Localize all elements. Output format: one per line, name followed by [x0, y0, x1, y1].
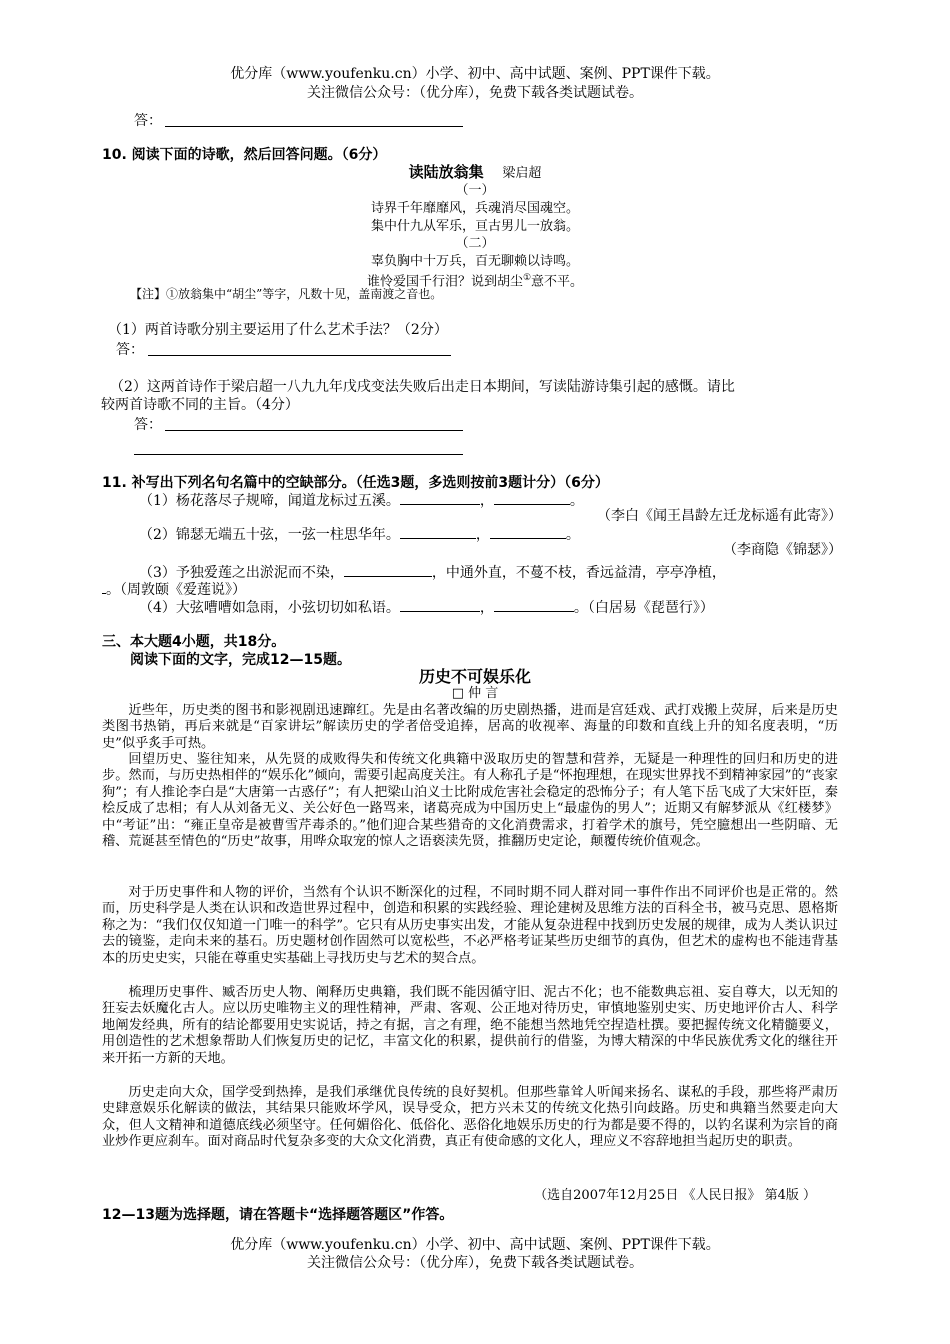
period: 。 [569, 493, 584, 509]
article-paragraph-5: 历史走向大众，国学受到热捧，是我们承继优良传统的良好契机。但那些靠耸人听闻来扬名、谋私的手段，那些将严肃历史肆意娱乐化解读的做法，其结果只能败坏学风，误导受众，把方兴未艾的传统文化热引向歧路。历史和典籍当然要走向大众，但人文精神和道德底线必须坚守。任何媚俗化、低俗化、恶俗化地娱乐历史的行为都是要不得的，以钓名谋利为宗旨的商业炒作更应刹车。面对商品时代复杂多变的大众文化消费，真正有使命感的文化人，理应义不容辞地担当起历史的职责。 [102, 1085, 838, 1150]
q11-item-4-text: （4）大弦嘈嘈如急雨，小弦切切如私语。 [139, 600, 400, 616]
blank-field[interactable] [494, 597, 574, 612]
answer-line [165, 430, 463, 431]
poem-part-2: （二） [455, 236, 495, 251]
q10-stem: 10. 阅读下面的诗歌，然后回答问题。（6分） [102, 147, 387, 163]
article-paragraph-3: 对于历史事件和人物的评价，当然有个认识不断深化的过程，不同时期不同人群对同一事件作出不同评价也是正常的。然而，历史科学是人类在认识和改造世界过程中，创造和积累的实践经验、理论建树及思维方法的百科全书，被马克思、恩格斯称之为：“我们仅仅知道一门唯一的科学”。它只有从历史事实出发，才能从复杂进程中找到历史发展的规律，成为人类认识过去的镜鉴，走向未来的基石。历史题材创作固然可以宽松些，不必严格考证某些历史细节的真伪，但艺术的虚构也不能违背基本的历史史实，只能在尊重史实基础上寻找历史与艺术的契合点。 [102, 885, 838, 966]
poem-line-4-b: 意不平。 [531, 274, 584, 290]
q11-item-3-text: （3）予独爱莲之出淤泥而不染， [139, 565, 344, 581]
answer-line [148, 355, 451, 356]
q11-item-2-source: （李商隐《锦瑟》） [723, 542, 842, 558]
article-paragraph-4: 梳理历史事件、臧否历史人物、阐释历史典籍，我们既不能因循守旧、泥古不化；也不能数典忘祖、妄自尊大，以无知的狂妄去妖魔化古人。应以历史唯物主义的理性精神，严肃、客观、公正地对待历史，审慎地鉴别史实、历史地评价古人、科学地阐发经典，所有的结论都要用史实说话，持之有据，言之有理，绝不能想当然地凭空捏造杜撰。要把握传统文化精髓要义，用创造性的艺术想象帮助人们恢复历史的记忆，丰富文化的积累，提供前行的借鉴，为博大精深的中华民族优秀文化的继往开来开拓一方新的天地。 [102, 985, 838, 1066]
answer-line [165, 126, 463, 127]
q11-item-1-text: （1）杨花落尽子规啼，闻道龙标过五溪。 [139, 493, 400, 509]
poem-author: 梁启超 [502, 166, 542, 181]
q10-sub2-line-a: （2）这两首诗作于梁启超一八九九年戊戌变法失败后出走日本期间，写读陆游诗集引起的感慨。请比 [110, 379, 735, 395]
q11-item-3-rest: ，中通外直，不蔓不枝，香远益清，亭亭净植， [431, 565, 726, 581]
blank-field[interactable] [400, 490, 480, 505]
q11-item-4 [139, 597, 714, 617]
blank-field[interactable] [490, 524, 566, 539]
blank-field[interactable] [494, 490, 570, 505]
q11-item-4-source: 。（白居易《琵琶行》） [573, 600, 714, 616]
poem-note: 【注】①放翁集中“胡尘”等字，凡数十见，盖南渡之音也。 [130, 287, 443, 301]
q11-item-1-source: （李白《闻王昌龄左迁龙标遥有此寄》） [597, 508, 842, 524]
footer-line-2: 关注微信公众号：（优分库），免费下载各类试题试卷。 [307, 1255, 643, 1271]
blank-field[interactable] [400, 524, 476, 539]
q11-stem: 11. 补写出下列名句名篇中的空缺部分。（任选3题，多选则按前3题计分）（6分） [102, 475, 609, 491]
blank-field[interactable] [400, 597, 480, 612]
q11-item-1 [139, 490, 584, 510]
article-source: （选自2007年12月25日 《人民日报》 第4版 ） [534, 1188, 816, 1203]
comma: ， [475, 527, 490, 543]
q11-item-2-text: （2）锦瑟无端五十弦，一弦一柱思华年。 [139, 527, 400, 543]
section-3-instruction: 阅读下面的文字，完成12—15题。 [130, 652, 351, 668]
top-answer-label: 答： [134, 113, 162, 129]
poem-part-1: （一） [455, 183, 495, 198]
poem-title: 读陆放翁集 [408, 163, 484, 181]
header-line-2: 关注微信公众号：（优分库），免费下载各类试题试卷。 [307, 85, 643, 101]
q11-item-3-source-text: 。（周敦颐《爱莲说》） [106, 582, 246, 598]
article-paragraph-2: 回望历史、鉴往知来，从先贤的成败得失和传统文化典籍中汲取历史的智慧和营养，无疑是一种理性的回归和历史的进步。然而，与历史热相伴的“娱乐化”倾向，需要引起高度关注。有人称孔子是“怀抱理想，在现实世界找不到精神家园”的“丧家狗”；有人推论李白是“大唐第一古惑仔”；有人把梁山泊义士比附成危害社会稳定的恐怖分子；有人笔下岳飞成了大宋奸臣，秦桧反成了忠相；有人从刘备无义、关公好色一路骂来，诸葛亮成为中国历史上“最虚伪的男人”；近期又有解梦派从《红楼梦》中“考证”出：“雍正皇帝是被曹雪芹毒杀的。”他们迎合某些猎奇的文化消费需求，打着学术的旗号，凭空臆想出一些阴暗、无稽、荒诞甚至情色的“历史”故事，用哗众取宠的惊人之语亵渎先贤，推翻历史定论，颠覆传统价值观念。 [102, 752, 838, 850]
q11-item-3-source [102, 579, 246, 599]
header-line-1: 优分库（www.youfenku.cn）小学、初中、高中试题、案例、PPT课件下载。 [230, 66, 720, 82]
poem-line-4-a: 谁怜爱国千行泪？说到胡尘 [366, 274, 523, 290]
q10-sub1: （1）两首诗歌分别主要运用了什么艺术手法？（2分） [108, 322, 448, 338]
q10-sub2-answer-label: 答： [134, 417, 162, 433]
poem-line-3: 辜负胸中十万兵，百无聊赖以诗鸣。 [370, 254, 579, 269]
poem-header [0, 163, 950, 183]
section-3-title: 三、本大题4小题，共18分。 [102, 634, 286, 650]
poem-line-2: 集中什九从军乐，亘古男儿一放翁。 [370, 219, 579, 234]
footnote-mark: ① [522, 273, 532, 283]
period: 。 [565, 527, 580, 543]
footer-line-1: 优分库（www.youfenku.cn）小学、初中、高中试题、案例、PPT课件下载。 [230, 1237, 720, 1253]
poem-line-1: 诗界千年靡靡风，兵魂消尽国魂空。 [370, 201, 579, 216]
q10-sub1-answer-label: 答： [116, 342, 144, 358]
comma: ， [479, 493, 494, 509]
article-author: □ 仲 言 [451, 686, 499, 701]
comma: ， [479, 600, 494, 616]
q10-sub2-line-b: 较两首诗歌不同的主旨。（4分） [101, 397, 299, 413]
q11-item-2 [139, 524, 580, 544]
blank-field[interactable] [344, 562, 432, 577]
answer-line [134, 454, 463, 455]
article-title: 历史不可娱乐化 [418, 667, 531, 686]
article-paragraph-1: 近些年，历史类的图书和影视剧迅速蹿红。先是由名著改编的历史剧热播，进而是宫廷戏、武打戏搬上荧屏，后来是历史类图书热销，再后来就是“百家讲坛”解读历史的学者倍受追捧，居高的收视率、海量的印数和直线上升的知名度表明，“历史”似乎炙手可热。 [102, 703, 838, 751]
choice-note: 12—13题为选择题，请在答题卡“选择题答题区”作答。 [102, 1207, 454, 1223]
